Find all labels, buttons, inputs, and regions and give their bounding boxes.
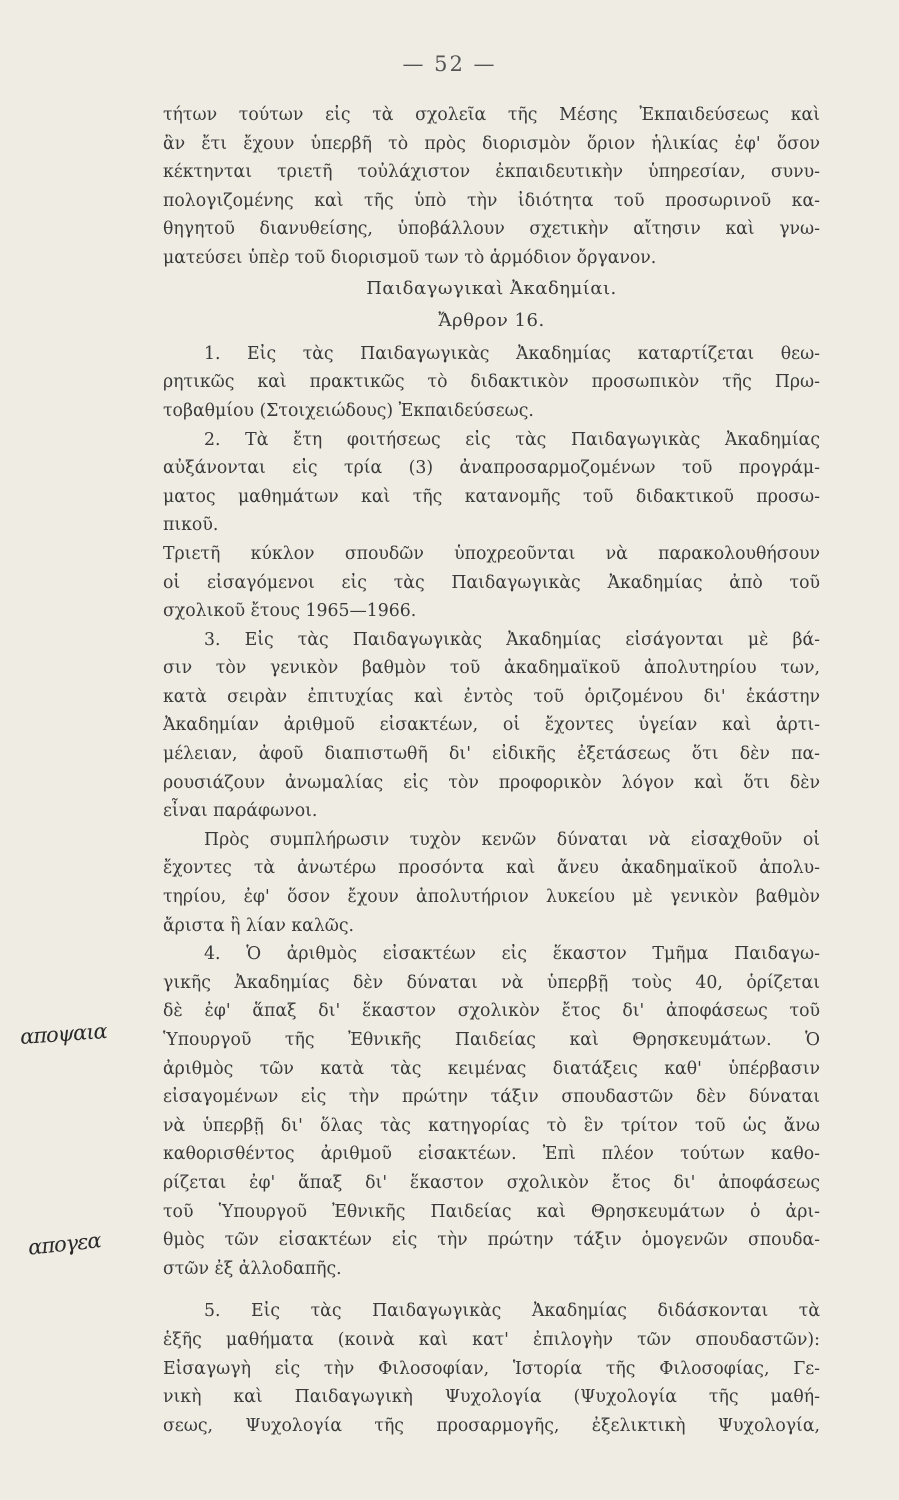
text-line: 1. Εἰς τὰς Παιδαγωγικὰς Ἀκαδημίας καταρτίζεται θεω- [204, 343, 820, 364]
text-line: εἶναι παράφωνοι. [163, 801, 318, 822]
body-text [163, 101, 820, 1440]
text-line: ματος μαθημάτων καὶ τῆς κατανομῆς τοῦ διδακτικοῦ προσω- [163, 486, 820, 507]
text-line: τηρίου, ἐφ' ὅσον ἔχουν ἀπολυτήριον λυκείου μὲ γενικὸν βαθμὸν [163, 887, 820, 908]
handwritten-margin-note: απογεα [26, 1228, 102, 1260]
paragraph-2b [163, 540, 820, 626]
text-line: ρίζεται ἐφ' ἅπαξ δι' ἕκαστον σχολικὸν ἔτος δι' ἀποφάσεως [163, 1172, 820, 1193]
text-line: δὲ ἐφ' ἅπαξ δι' ἕκαστον σχολικὸν ἔτος δι' ἀποφάσεως τοῦ [163, 1001, 820, 1022]
text-line: 4. Ὁ ἀριθμὸς εἰσακτέων εἰς ἕκαστον Τμῆμα Παιδαγω- [204, 944, 820, 965]
paragraph-5 [163, 1297, 820, 1440]
paragraph-4 [163, 940, 820, 1283]
text-line: Ἀκαδημίαν ἀριθμοῦ εἰσακτέων, οἱ ἔχοντες ὑγείαν καὶ ἀρτι- [163, 715, 820, 736]
text-line: ματεύσει ὑπὲρ τοῦ διορισμοῦ των τὸ ἁρμόδιον ὄργανον. [163, 247, 657, 268]
paragraph-2 [163, 426, 820, 540]
paragraph-1 [163, 340, 820, 426]
text-line: θμὸς τῶν εἰσακτέων εἰς τὴν πρώτην τάξιν ὁμογενῶν σπουδα- [163, 1230, 820, 1251]
text-line: ρουσιάζουν ἀνωμαλίας εἰς τὸν προφορικὸν λόγον καὶ ὅτι δὲν [163, 772, 820, 793]
text-line: εἰσαγομένων εἰς τὴν πρώτην τάξιν σπουδαστῶν δὲν δύναται [163, 1087, 820, 1108]
text-line: τοῦ Ὑπουργοῦ Ἐθνικῆς Παιδείας καὶ Θρησκευμάτων ὁ ἀρι- [163, 1201, 820, 1222]
text-line: 5. Εἰς τὰς Παιδαγωγικὰς Ἀκαδημίας διδάσκονται τὰ [204, 1301, 820, 1322]
handwritten-margin-note: αποψαια [19, 1019, 108, 1049]
text-line: καθορισθέντος ἀριθμοῦ εἰσακτέων. Ἐπὶ πλέον τούτων καθο- [163, 1144, 820, 1165]
text-line: πικοῦ. [163, 515, 219, 536]
paragraph-3b [163, 826, 820, 940]
text-line: Ὑπουργοῦ τῆς Ἐθνικῆς Παιδείας καὶ Θρησκευμάτων. Ὁ [163, 1030, 820, 1050]
text-line: Πρὸς συμπλήρωσιν τυχὸν κενῶν δύναται νὰ εἰσαχθοῦν οἱ [204, 829, 820, 850]
text-line: οἱ εἰσαγόμενοι εἰς τὰς Παιδαγωγικὰς Ἀκαδημίας ἀπὸ τοῦ [163, 572, 820, 593]
paragraph-3 [163, 626, 820, 826]
text-line: ἄριστα ἢ λίαν καλῶς. [163, 915, 355, 936]
text-line: κατὰ σειρὰν ἐπιτυχίας καὶ ἐντὸς τοῦ ὁριζομένου δι' ἑκάστην [163, 686, 820, 707]
text-line: ρητικῶς καὶ πρακτικῶς τὸ διδακτικὸν προσωπικὸν τῆς Πρω- [163, 372, 820, 393]
text-line: κέκτηνται τριετῆ τοὐλάχιστον ἐκπαιδευτικὴν ὑπηρεσίαν, συνυ- [163, 162, 820, 183]
text-line: νικὴ καὶ Παιδαγωγικὴ Ψυχολογία (Ψυχολογία τῆς μαθή- [163, 1387, 820, 1408]
text-line: σιν τὸν γενικὸν βαθμὸν τοῦ ἀκαδημαϊκοῦ ἀπολυτηρίου των, [163, 658, 820, 679]
text-line: πολογιζομένης καὶ τῆς ὑπὸ τὴν ἰδιότητα τοῦ προσωρινοῦ κα- [163, 190, 820, 211]
text-line: σχολικοῦ ἔτους 1965—1966. [163, 601, 417, 622]
text-line: ἀριθμὸς τῶν κατὰ τὰς κειμένας διατάξεις καθ' ὑπέρβασιν [163, 1058, 820, 1079]
text-line: γικῆς Ἀκαδημίας δὲν δύναται νὰ ὑπερβῇ τοὺς 40, ὁρίζεται [163, 972, 820, 993]
text-line: νὰ ὑπερβῇ δι' ὅλας τὰς κατηγορίας τὸ ἓν τρίτον τοῦ ὡς ἄνω [163, 1115, 820, 1136]
section-heading: Παιδαγωγικαὶ Ἀκαδημίαι. [366, 277, 617, 299]
text-line: ἑξῆς μαθήματα (κοινὰ καὶ κατ' ἐπιλογὴν τῶν σπουδαστῶν): [163, 1329, 820, 1350]
text-line: ἔχοντες τὰ ἀνωτέρω προσόντα καὶ ἄνευ ἀκαδημαϊκοῦ ἀπολυ- [163, 858, 820, 879]
page-number: — 52 — [402, 52, 497, 76]
text-line: αὐξάνονται εἰς τρία (3) ἀναπροσαρμοζομένων τοῦ προγράμ- [163, 458, 820, 479]
text-line: τήτων τούτων εἰς τὰ σχολεῖα τῆς Μέσης Ἐκπαιδεύσεως καὶ [163, 105, 820, 125]
text-line: θηγητοῦ διανυθείσης, ὑποβάλλουν σχετικὴν αἴτησιν καὶ γνω- [163, 219, 820, 240]
text-line: Τριετῆ κύκλον σπουδῶν ὑποχρεοῦνται νὰ παρακολουθήσουν [163, 543, 820, 564]
text-line: 3. Εἰς τὰς Παιδαγωγικὰς Ἀκαδημίας εἰσάγονται μὲ βά- [204, 629, 820, 650]
text-line: τοβαθμίου (Στοιχειώδους) Ἐκπαιδεύσεως. [163, 400, 534, 421]
text-line: 2. Τὰ ἔτη φοιτήσεως εἰς τὰς Παιδαγωγικὰς Ἀκαδημίας [204, 429, 820, 450]
text-line: στῶν ἐξ ἀλλοδαπῆς. [163, 1258, 342, 1279]
text-line: μέλειαν, ἀφοῦ διαπιστωθῆ δι' εἰδικῆς ἐξετάσεως ὅτι δὲν πα- [163, 744, 820, 765]
text-line: σεως, Ψυχολογία τῆς προσαρμογῆς, ἐξελικτικὴ Ψυχολογία, [163, 1415, 820, 1436]
article-heading: Ἄρθρον 16. [438, 310, 545, 332]
paragraph-gap [163, 1283, 820, 1297]
text-line: ἂν ἔτι ἔχουν ὑπερβῆ τὸ πρὸς διορισμὸν ὅριον ἡλικίας ἐφ' ὅσον [163, 133, 820, 154]
intro-paragraph [163, 101, 820, 273]
text-line: Εἰσαγωγὴ εἰς τὴν Φιλοσοφίαν, Ἱστορία τῆς Φιλοσοφίας, Γε- [163, 1358, 820, 1379]
